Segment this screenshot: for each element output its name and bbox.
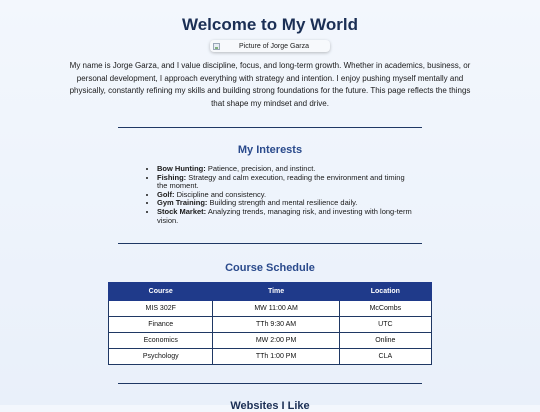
time-cell: MW 2:00 PM: [213, 333, 339, 349]
course-schedule-table: [108, 282, 432, 365]
interest-label: Golf:: [157, 189, 175, 199]
interest-label: Gym Training:: [157, 198, 208, 208]
table-row: [109, 317, 432, 333]
table-row: [109, 301, 432, 317]
portrait-image: [210, 40, 330, 52]
course-cell: Economics: [109, 333, 213, 349]
interest-item-fishing: [157, 174, 417, 191]
section-divider: [118, 383, 422, 384]
intro-paragraph: My name is Jorge Garza, and I value discipline, focus, and long-term growth. Whether in academics, business, or personal development, I approach everything with strategy and intention. I enjoy pushing myself mentally and physically, constantly refining my skills and building strong foundations for the future. This page reflects the things that shape my mindset and drive.: [69, 61, 471, 108]
table-header-row: [109, 283, 432, 301]
interest-text: Strategy and calm execution, reading the environment and timing the moment.: [157, 172, 405, 191]
broken-image-icon: [213, 43, 220, 50]
time-cell: MW 11:00 AM: [213, 301, 339, 317]
time-cell: TTh 1:00 PM: [213, 349, 339, 365]
interest-text: Discipline and consistency.: [174, 189, 267, 199]
page-title: Welcome to My World: [181, 15, 358, 34]
section-divider: [118, 127, 422, 128]
time-cell: TTh 9:30 AM: [213, 317, 339, 333]
column-header-time: Time: [213, 283, 339, 301]
course-cell: Finance: [109, 317, 213, 333]
schedule-heading: Course Schedule: [225, 262, 315, 274]
interest-text: Patience, precision, and instinct.: [205, 164, 316, 173]
interest-item-stock-market: [157, 208, 417, 225]
location-cell: CLA: [339, 349, 431, 365]
interest-label: Stock Market:: [157, 206, 207, 216]
column-header-course: Course: [109, 283, 213, 301]
column-header-location: Location: [339, 283, 431, 301]
location-cell: UTC: [339, 317, 431, 333]
table-row: [109, 333, 432, 349]
course-cell: Psychology: [109, 349, 213, 365]
websites-heading: Websites I Like: [230, 400, 310, 412]
interests-heading: My Interests: [237, 144, 303, 156]
portrait-alt-text: Picture of Jorge Garza: [238, 42, 310, 50]
table-row: [109, 349, 432, 365]
location-cell: McCombs: [339, 301, 431, 317]
section-divider: [118, 243, 422, 244]
interest-text: Building strength and mental resilience daily.: [207, 198, 358, 208]
interest-label: Bow Hunting:: [157, 164, 206, 173]
course-cell: MIS 302F: [109, 301, 213, 317]
interest-text: Analyzing trends, managing risk, and investing with long-term vision.: [157, 206, 412, 225]
interest-label: Fishing:: [157, 172, 187, 182]
interests-list: [145, 165, 417, 225]
location-cell: Online: [339, 333, 431, 349]
